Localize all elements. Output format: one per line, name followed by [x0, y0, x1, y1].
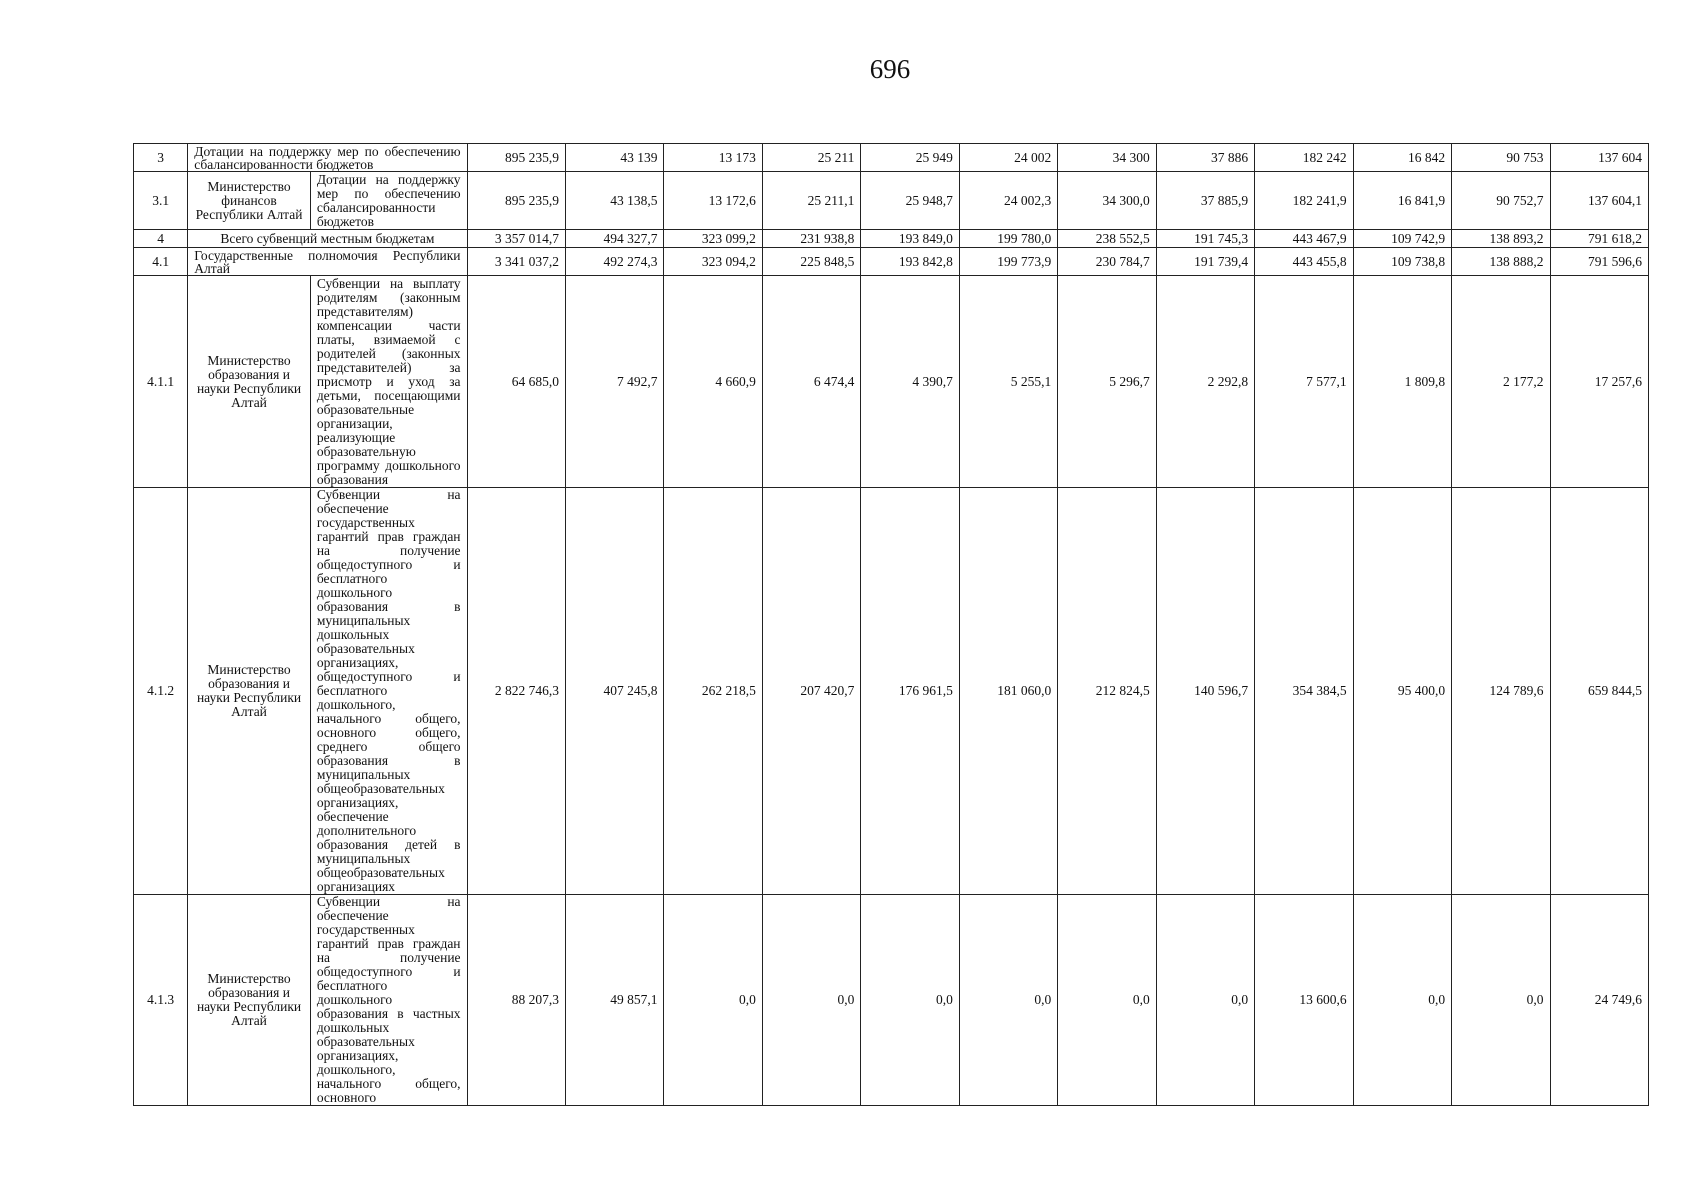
value-cell: 895 235,9 [467, 172, 565, 230]
row-index: 3.1 [134, 172, 188, 230]
page-number: 696 [869, 54, 911, 84]
value-cell: 140 596,7 [1156, 488, 1254, 895]
value-cell: 90 753 [1452, 144, 1550, 172]
value-cell: 109 742,9 [1353, 230, 1451, 248]
value-cell: 64 685,0 [467, 276, 565, 488]
table-row [134, 230, 1649, 248]
value-cell: 0,0 [1452, 895, 1550, 1106]
table-row [134, 895, 1649, 1106]
value-cell: 443 467,9 [1255, 230, 1353, 248]
row-organization: Министерство образования и науки Республики Алтай [188, 276, 311, 488]
value-cell: 88 207,3 [467, 895, 565, 1106]
value-cell: 43 138,5 [566, 172, 664, 230]
value-cell: 124 789,6 [1452, 488, 1550, 895]
value-cell: 0,0 [1156, 895, 1254, 1106]
value-cell: 231 938,8 [762, 230, 860, 248]
table-row [134, 144, 1649, 172]
value-cell: 354 384,5 [1255, 488, 1353, 895]
row-index: 4 [134, 230, 188, 248]
value-cell: 37 885,9 [1156, 172, 1254, 230]
value-cell: 0,0 [762, 895, 860, 1106]
table-row [134, 172, 1649, 230]
value-cell: 24 002 [959, 144, 1057, 172]
value-cell: 138 888,2 [1452, 248, 1550, 276]
value-cell: 323 094,2 [664, 248, 762, 276]
value-cell: 199 773,9 [959, 248, 1057, 276]
value-cell: 2 822 746,3 [467, 488, 565, 895]
value-cell: 212 824,5 [1058, 488, 1156, 895]
value-cell: 230 784,7 [1058, 248, 1156, 276]
value-cell: 3 341 037,2 [467, 248, 565, 276]
value-cell: 2 292,8 [1156, 276, 1254, 488]
value-cell: 43 139 [566, 144, 664, 172]
value-cell: 13 173 [664, 144, 762, 172]
value-cell: 25 211 [762, 144, 860, 172]
value-cell: 191 739,4 [1156, 248, 1254, 276]
value-cell: 49 857,1 [566, 895, 664, 1106]
row-index: 4.1.1 [134, 276, 188, 488]
value-cell: 4 660,9 [664, 276, 762, 488]
value-cell: 182 242 [1255, 144, 1353, 172]
value-cell: 16 841,9 [1353, 172, 1451, 230]
row-title: Всего субвенций местным бюджетам [188, 230, 467, 248]
table-row [134, 248, 1649, 276]
row-description: Субвенции на обеспечение государственных гарантий прав граждан на получение общедоступного и бесплатного дошкольного образования в частных дошкольных образовательных организациях, дошкольного, начального общего, основного [310, 895, 467, 1106]
value-cell: 3 357 014,7 [467, 230, 565, 248]
value-cell: 0,0 [664, 895, 762, 1106]
value-cell: 791 596,6 [1550, 248, 1648, 276]
value-cell: 2 177,2 [1452, 276, 1550, 488]
row-index: 3 [134, 144, 188, 172]
value-cell: 34 300,0 [1058, 172, 1156, 230]
value-cell: 225 848,5 [762, 248, 860, 276]
value-cell: 109 738,8 [1353, 248, 1451, 276]
value-cell: 95 400,0 [1353, 488, 1451, 895]
value-cell: 262 218,5 [664, 488, 762, 895]
value-cell: 25 211,1 [762, 172, 860, 230]
value-cell: 176 961,5 [861, 488, 959, 895]
value-cell: 17 257,6 [1550, 276, 1648, 488]
value-cell: 492 274,3 [566, 248, 664, 276]
row-index: 4.1 [134, 248, 188, 276]
value-cell: 659 844,5 [1550, 488, 1648, 895]
row-description: Субвенции на выплату родителям (законным представителям) компенсации части платы, взимаемой с родителей (законных представителей) за присмотр и уход за детьми, посещающими образовательные организации, реализующие образовательную программу дошкольного образования [310, 276, 467, 488]
value-cell: 182 241,9 [1255, 172, 1353, 230]
value-cell: 193 849,0 [861, 230, 959, 248]
value-cell: 191 745,3 [1156, 230, 1254, 248]
row-title: Государственные полномочия Республики Алтай [188, 248, 467, 276]
row-organization: Министерство образования и науки Республики Алтай [188, 488, 311, 895]
row-title: Дотации на поддержку мер по обеспечению сбалансированности бюджетов [188, 144, 467, 172]
value-cell: 37 886 [1156, 144, 1254, 172]
row-description: Дотации на поддержку мер по обеспечению сбалансированности бюджетов [310, 172, 467, 230]
value-cell: 323 099,2 [664, 230, 762, 248]
value-cell: 407 245,8 [566, 488, 664, 895]
value-cell: 181 060,0 [959, 488, 1057, 895]
table-row [134, 488, 1649, 895]
value-cell: 193 842,8 [861, 248, 959, 276]
row-organization: Министерство образования и науки Республики Алтай [188, 895, 311, 1106]
value-cell: 34 300 [1058, 144, 1156, 172]
value-cell: 138 893,2 [1452, 230, 1550, 248]
row-organization: Министерство финансов Республики Алтай [188, 172, 311, 230]
value-cell: 0,0 [1058, 895, 1156, 1106]
value-cell: 24 002,3 [959, 172, 1057, 230]
row-index: 4.1.2 [134, 488, 188, 895]
value-cell: 494 327,7 [566, 230, 664, 248]
row-index: 4.1.3 [134, 895, 188, 1106]
value-cell: 7 492,7 [566, 276, 664, 488]
value-cell: 0,0 [959, 895, 1057, 1106]
value-cell: 0,0 [1353, 895, 1451, 1106]
value-cell: 25 949 [861, 144, 959, 172]
value-cell: 6 474,4 [762, 276, 860, 488]
value-cell: 4 390,7 [861, 276, 959, 488]
value-cell: 1 809,8 [1353, 276, 1451, 488]
value-cell: 7 577,1 [1255, 276, 1353, 488]
row-description: Субвенции на обеспечение государственных гарантий прав граждан на получение общедоступного и бесплатного дошкольного образования в муниципальных дошкольных образовательных организациях, общедоступного и бесплатного дошкольного, начального общего, основного общего, среднего общего образования в муниципальных общеобразовательных организациях, обеспечение дополнительного образования детей в муниципальных общеобразовательных организациях [310, 488, 467, 895]
value-cell: 13 172,6 [664, 172, 762, 230]
value-cell: 791 618,2 [1550, 230, 1648, 248]
value-cell: 0,0 [861, 895, 959, 1106]
value-cell: 238 552,5 [1058, 230, 1156, 248]
value-cell: 25 948,7 [861, 172, 959, 230]
value-cell: 895 235,9 [467, 144, 565, 172]
value-cell: 207 420,7 [762, 488, 860, 895]
value-cell: 5 255,1 [959, 276, 1057, 488]
value-cell: 13 600,6 [1255, 895, 1353, 1106]
value-cell: 199 780,0 [959, 230, 1057, 248]
table-row [134, 276, 1649, 488]
value-cell: 5 296,7 [1058, 276, 1156, 488]
value-cell: 137 604,1 [1550, 172, 1648, 230]
value-cell: 24 749,6 [1550, 895, 1648, 1106]
value-cell: 443 455,8 [1255, 248, 1353, 276]
value-cell: 90 752,7 [1452, 172, 1550, 230]
subsidies-table [133, 143, 1649, 1106]
value-cell: 137 604 [1550, 144, 1648, 172]
value-cell: 16 842 [1353, 144, 1451, 172]
